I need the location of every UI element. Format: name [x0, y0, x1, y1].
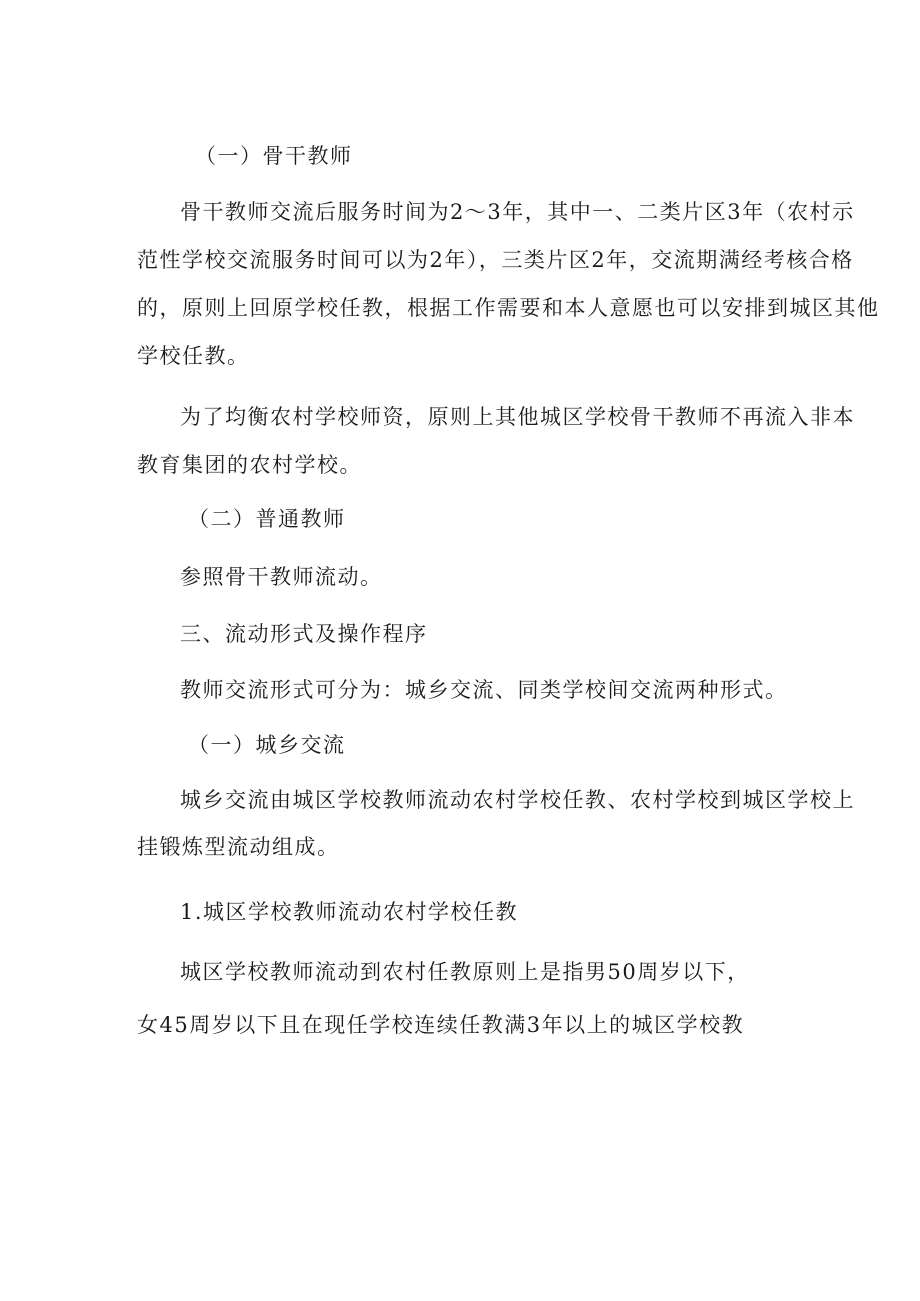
paragraph-line: 的，原则上回原学校任教，根据工作需要和本人意愿也可以安排到城区其他: [137, 296, 880, 320]
section-three-heading: 三、流动形式及操作程序: [180, 622, 428, 646]
paragraph-line: 挂锻炼型流动组成。: [137, 835, 340, 859]
item-1-heading: 1.城区学校教师流动农村学校任教: [180, 900, 519, 924]
paragraph-line: 城区学校教师流动到农村任教原则上是指男50周岁以下，: [180, 960, 750, 984]
paragraph-line: 范性学校交流服务时间可以为2年），三类片区2年，交流期满经考核合格: [137, 248, 854, 272]
heading-urban-rural-exchange: （一）城乡交流: [188, 733, 346, 757]
paragraph-line: 参照骨干教师流动。: [180, 565, 383, 589]
heading-backbone-teachers: （一）骨干教师: [195, 144, 353, 168]
paragraph-line: 教师交流形式可分为：城乡交流、同类学校间交流两种形式。: [180, 678, 788, 702]
paragraph-line: 城乡交流由城区学校教师流动农村学校任教、农村学校到城区学校上: [180, 788, 855, 812]
paragraph-line: 教育集团的农村学校。: [137, 453, 362, 477]
heading-ordinary-teachers: （二）普通教师: [188, 507, 346, 531]
paragraph-line: 骨干教师交流后服务时间为2～3年，其中一、二类片区3年（农村示: [180, 200, 855, 224]
paragraph-line: 女45周岁以下且在现任学校连续任教满3年以上的城区学校教: [137, 1013, 745, 1037]
paragraph-line: 为了均衡农村学校师资，原则上其他城区学校骨干教师不再流入非本: [180, 405, 855, 429]
paragraph-line: 学校任教。: [137, 344, 250, 368]
